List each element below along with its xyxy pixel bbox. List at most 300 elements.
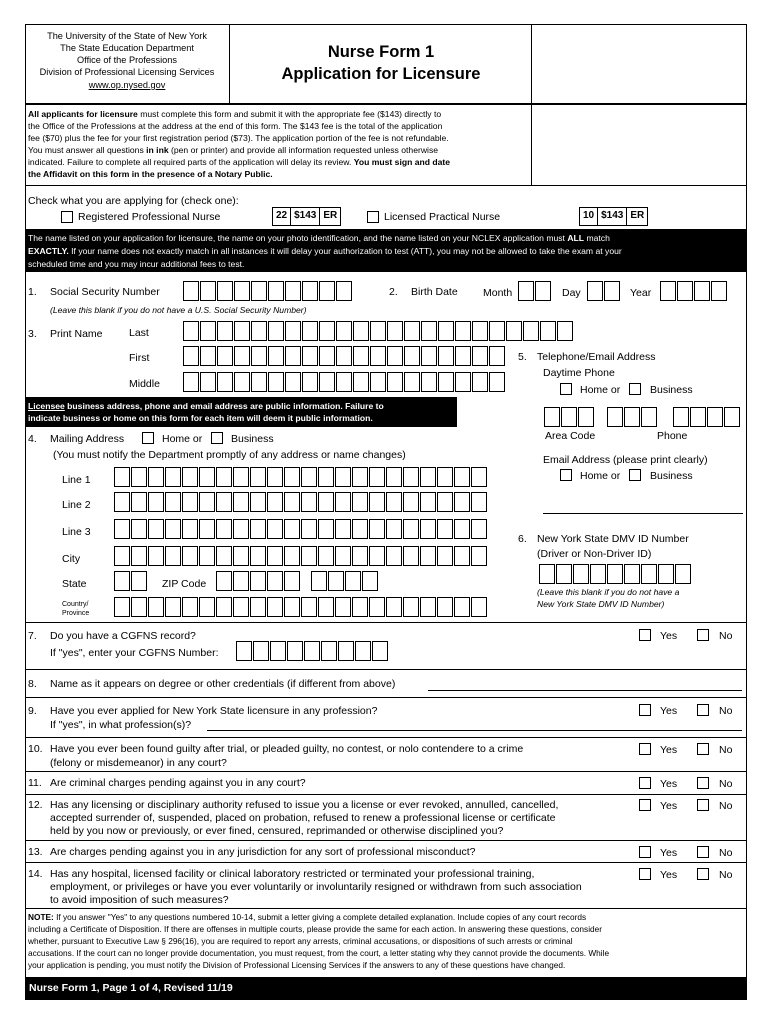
lpn-checkbox[interactable] — [367, 211, 379, 223]
char-cell[interactable] — [544, 407, 560, 427]
char-cell[interactable] — [268, 281, 284, 301]
char-cell[interactable] — [199, 519, 215, 539]
birth-day-input[interactable] — [587, 281, 621, 301]
char-cell[interactable] — [421, 346, 437, 366]
first-name-input[interactable] — [183, 346, 506, 366]
char-cell[interactable] — [253, 641, 269, 661]
char-cell[interactable] — [251, 321, 267, 341]
char-cell[interactable] — [284, 571, 300, 591]
email-input-line[interactable] — [543, 513, 743, 514]
char-cell[interactable] — [690, 407, 706, 427]
char-cell[interactable] — [165, 492, 181, 512]
dmv-id-input[interactable] — [539, 564, 692, 584]
char-cell[interactable] — [233, 571, 249, 591]
char-cell[interactable] — [404, 372, 420, 392]
divider-q11 — [25, 771, 747, 772]
char-cell[interactable] — [199, 492, 215, 512]
char-cell[interactable] — [250, 571, 266, 591]
q6-num: 6. — [518, 533, 527, 545]
char-cell[interactable] — [216, 519, 232, 539]
name-notice-line-1: The name listed on your application for licensure, the name on your photo identification, and the name listed on your NCLEX application must ALL match — [28, 233, 610, 243]
char-cell[interactable] — [454, 492, 470, 512]
q13-yes-checkbox[interactable] — [639, 846, 651, 858]
char-cell[interactable] — [267, 597, 283, 617]
char-cell[interactable] — [183, 281, 199, 301]
char-cell[interactable] — [404, 346, 420, 366]
char-cell[interactable] — [660, 281, 676, 301]
header-divider-2 — [531, 24, 532, 104]
char-cell[interactable] — [386, 519, 402, 539]
address-business-checkbox[interactable] — [211, 432, 223, 444]
char-cell[interactable] — [675, 564, 691, 584]
char-cell[interactable] — [624, 564, 640, 584]
char-cell[interactable] — [284, 467, 300, 487]
q12-yes-checkbox[interactable] — [639, 799, 651, 811]
char-cell[interactable] — [287, 641, 303, 661]
char-cell[interactable] — [114, 597, 130, 617]
char-cell[interactable] — [489, 372, 505, 392]
char-cell[interactable] — [233, 597, 249, 617]
char-cell[interactable] — [438, 372, 454, 392]
rn-checkbox[interactable] — [61, 211, 73, 223]
char-cell[interactable] — [318, 597, 334, 617]
q7-yes-checkbox[interactable] — [639, 629, 651, 641]
char-cell[interactable] — [387, 372, 403, 392]
char-cell[interactable] — [345, 571, 361, 591]
char-cell[interactable] — [285, 321, 301, 341]
phone-home-checkbox[interactable] — [560, 383, 572, 395]
char-cell[interactable] — [387, 321, 403, 341]
char-cell[interactable] — [336, 372, 352, 392]
char-cell[interactable] — [724, 407, 740, 427]
char-cell[interactable] — [437, 519, 453, 539]
char-cell[interactable] — [268, 346, 284, 366]
char-cell[interactable] — [437, 492, 453, 512]
char-cell[interactable] — [302, 346, 318, 366]
char-cell[interactable] — [199, 467, 215, 487]
char-cell[interactable] — [362, 571, 378, 591]
char-cell[interactable] — [421, 372, 437, 392]
char-cell[interactable] — [217, 281, 233, 301]
q9-no-checkbox[interactable] — [697, 704, 709, 716]
char-cell[interactable] — [403, 492, 419, 512]
address-home-checkbox[interactable] — [142, 432, 154, 444]
char-cell[interactable] — [165, 467, 181, 487]
phone-line-input[interactable] — [673, 407, 741, 427]
header-url[interactable]: www.op.nysed.gov — [88, 80, 166, 90]
char-cell[interactable] — [641, 564, 657, 584]
char-cell[interactable] — [578, 407, 594, 427]
char-cell[interactable] — [182, 546, 198, 566]
char-cell[interactable] — [472, 346, 488, 366]
char-cell[interactable] — [535, 281, 551, 301]
char-cell[interactable] — [267, 519, 283, 539]
char-cell[interactable] — [234, 281, 250, 301]
char-cell[interactable] — [131, 546, 147, 566]
country-label-2: Province — [62, 610, 90, 617]
char-cell[interactable] — [370, 321, 386, 341]
char-cell[interactable] — [114, 519, 130, 539]
q10-sub: (felony or misdemeanor) in any court? — [50, 757, 227, 769]
q12-no-checkbox[interactable] — [697, 799, 709, 811]
char-cell[interactable] — [471, 519, 487, 539]
char-cell[interactable] — [370, 372, 386, 392]
char-cell[interactable] — [216, 597, 232, 617]
char-cell[interactable] — [387, 346, 403, 366]
char-cell[interactable] — [182, 492, 198, 512]
char-cell[interactable] — [455, 321, 471, 341]
phone-prefix-input[interactable] — [607, 407, 658, 427]
char-cell[interactable] — [707, 407, 723, 427]
char-cell[interactable] — [420, 492, 436, 512]
char-cell[interactable] — [250, 467, 266, 487]
char-cell[interactable] — [165, 546, 181, 566]
char-cell[interactable] — [284, 546, 300, 566]
q10-no-label: No — [719, 744, 733, 756]
char-cell[interactable] — [200, 281, 216, 301]
char-cell[interactable] — [673, 407, 689, 427]
char-cell[interactable] — [319, 372, 335, 392]
char-cell[interactable] — [335, 467, 351, 487]
char-cell[interactable] — [131, 519, 147, 539]
char-cell[interactable] — [284, 492, 300, 512]
char-cell[interactable] — [336, 321, 352, 341]
q13-no-checkbox[interactable] — [697, 846, 709, 858]
char-cell[interactable] — [217, 321, 233, 341]
char-cell[interactable] — [624, 407, 640, 427]
char-cell[interactable] — [386, 492, 402, 512]
q12-line-1: Has any licensing or disciplinary authority refused to issue you a license or ever revoked, annulled, cancelled, — [50, 799, 559, 811]
char-cell[interactable] — [270, 641, 286, 661]
q11-yes-checkbox[interactable] — [639, 777, 651, 789]
char-cell[interactable] — [301, 492, 317, 512]
char-cell[interactable] — [304, 641, 320, 661]
char-cell[interactable] — [352, 546, 368, 566]
char-cell[interactable] — [301, 519, 317, 539]
char-cell[interactable] — [302, 281, 318, 301]
char-cell[interactable] — [285, 346, 301, 366]
char-cell[interactable] — [236, 641, 252, 661]
char-cell[interactable] — [590, 564, 606, 584]
q11-no-checkbox[interactable] — [697, 777, 709, 789]
char-cell[interactable] — [403, 546, 419, 566]
char-cell[interactable] — [328, 571, 344, 591]
char-cell[interactable] — [604, 281, 620, 301]
char-cell[interactable] — [183, 321, 199, 341]
q10-no-checkbox[interactable] — [697, 743, 709, 755]
char-cell[interactable] — [420, 467, 436, 487]
char-cell[interactable] — [352, 467, 368, 487]
char-cell[interactable] — [335, 546, 351, 566]
char-cell[interactable] — [421, 321, 437, 341]
char-cell[interactable] — [539, 564, 555, 584]
char-cell[interactable] — [268, 321, 284, 341]
char-cell[interactable] — [420, 597, 436, 617]
char-cell[interactable] — [301, 467, 317, 487]
middle-name-input[interactable] — [183, 372, 506, 392]
char-cell[interactable] — [267, 492, 283, 512]
char-cell[interactable] — [352, 519, 368, 539]
char-cell[interactable] — [268, 372, 284, 392]
char-cell[interactable] — [523, 321, 539, 341]
country-input[interactable] — [114, 597, 488, 617]
char-cell[interactable] — [217, 372, 233, 392]
char-cell[interactable] — [318, 546, 334, 566]
char-cell[interactable] — [233, 467, 249, 487]
char-cell[interactable] — [285, 372, 301, 392]
char-cell[interactable] — [471, 597, 487, 617]
char-cell[interactable] — [455, 346, 471, 366]
char-cell[interactable] — [131, 571, 147, 591]
char-cell[interactable] — [217, 346, 233, 366]
char-cell[interactable] — [250, 492, 266, 512]
q7-no-checkbox[interactable] — [697, 629, 709, 641]
q10-yes-checkbox[interactable] — [639, 743, 651, 755]
address-line3-input[interactable] — [114, 519, 488, 539]
char-cell[interactable] — [454, 546, 470, 566]
rn-code-2: $143 — [291, 207, 320, 226]
char-cell[interactable] — [199, 546, 215, 566]
char-cell[interactable] — [234, 321, 250, 341]
char-cell[interactable] — [372, 641, 388, 661]
q6-note-1: (Leave this blank if you do not have a — [537, 587, 680, 597]
char-cell[interactable] — [251, 346, 267, 366]
char-cell[interactable] — [182, 519, 198, 539]
char-cell[interactable] — [335, 597, 351, 617]
char-cell[interactable] — [148, 492, 164, 512]
char-cell[interactable] — [318, 519, 334, 539]
q10-text: Have you ever been found guilty after trial, or pleaded guilty, no contest, or nolo contendere to a crime — [50, 743, 524, 755]
char-cell[interactable] — [200, 346, 216, 366]
char-cell[interactable] — [489, 346, 505, 366]
char-cell[interactable] — [677, 281, 693, 301]
char-cell[interactable] — [587, 281, 603, 301]
char-cell[interactable] — [338, 641, 354, 661]
char-cell[interactable] — [183, 372, 199, 392]
q9-yes-checkbox[interactable] — [639, 704, 651, 716]
char-cell[interactable] — [250, 546, 266, 566]
char-cell[interactable] — [403, 597, 419, 617]
q13-text: Are charges pending against you in any jurisdiction for any sort of professional misconduct? — [50, 846, 476, 858]
char-cell[interactable] — [216, 492, 232, 512]
char-cell[interactable] — [233, 546, 249, 566]
char-cell[interactable] — [302, 372, 318, 392]
char-cell[interactable] — [251, 281, 267, 301]
char-cell[interactable] — [607, 564, 623, 584]
char-cell[interactable] — [318, 492, 334, 512]
address-line2-input[interactable] — [114, 492, 488, 512]
char-cell[interactable] — [336, 281, 352, 301]
char-cell[interactable] — [711, 281, 727, 301]
char-cell[interactable] — [336, 346, 352, 366]
char-cell[interactable] — [355, 641, 371, 661]
char-cell[interactable] — [335, 519, 351, 539]
ssn-input[interactable] — [183, 281, 353, 301]
char-cell[interactable] — [267, 467, 283, 487]
char-cell[interactable] — [489, 321, 505, 341]
char-cell[interactable] — [165, 597, 181, 617]
page-right-border — [746, 186, 747, 1000]
char-cell[interactable] — [641, 407, 657, 427]
char-cell[interactable] — [267, 571, 283, 591]
char-cell[interactable] — [335, 492, 351, 512]
char-cell[interactable] — [165, 519, 181, 539]
q14-no-checkbox[interactable] — [697, 868, 709, 880]
email-home-checkbox[interactable] — [560, 469, 572, 481]
char-cell[interactable] — [472, 372, 488, 392]
char-cell[interactable] — [561, 407, 577, 427]
note-line-1: NOTE: If you answer "Yes" to any questions numbered 10-14, submit a letter giving a complete detailed explanation. Include copies of any court records — [28, 912, 587, 922]
q14-yes-checkbox[interactable] — [639, 868, 651, 880]
char-cell[interactable] — [437, 467, 453, 487]
char-cell[interactable] — [386, 546, 402, 566]
char-cell[interactable] — [114, 467, 130, 487]
char-cell[interactable] — [216, 546, 232, 566]
char-cell[interactable] — [369, 546, 385, 566]
char-cell[interactable] — [148, 597, 164, 617]
char-cell[interactable] — [573, 564, 589, 584]
birth-month-input[interactable] — [518, 281, 552, 301]
char-cell[interactable] — [284, 519, 300, 539]
char-cell[interactable] — [302, 321, 318, 341]
q12-yes-label: Yes — [660, 800, 678, 812]
char-cell[interactable] — [251, 372, 267, 392]
divider-note — [25, 908, 747, 909]
city-label: City — [62, 553, 81, 565]
q14-no-label: No — [719, 869, 733, 881]
area-code-input[interactable] — [544, 407, 595, 427]
address-line1-input[interactable] — [114, 467, 488, 487]
char-cell[interactable] — [370, 346, 386, 366]
char-cell[interactable] — [403, 519, 419, 539]
char-cell[interactable] — [471, 492, 487, 512]
zip-label: ZIP Code — [162, 578, 207, 590]
char-cell[interactable] — [234, 346, 250, 366]
char-cell[interactable] — [311, 571, 327, 591]
char-cell[interactable] — [131, 492, 147, 512]
char-cell[interactable] — [455, 372, 471, 392]
char-cell[interactable] — [183, 346, 199, 366]
cgfns-input[interactable] — [236, 641, 389, 661]
char-cell[interactable] — [148, 467, 164, 487]
char-cell[interactable] — [216, 571, 232, 591]
birth-year-input[interactable] — [660, 281, 728, 301]
char-cell[interactable] — [437, 597, 453, 617]
area-code-label: Area Code — [545, 430, 596, 442]
last-name-input[interactable] — [183, 321, 574, 341]
char-cell[interactable] — [352, 597, 368, 617]
char-cell[interactable] — [148, 546, 164, 566]
q8-input-line[interactable] — [428, 690, 742, 691]
char-cell[interactable] — [131, 467, 147, 487]
zip-input[interactable] — [216, 571, 301, 591]
char-cell[interactable] — [420, 519, 436, 539]
char-cell[interactable] — [454, 519, 470, 539]
char-cell[interactable] — [437, 546, 453, 566]
char-cell[interactable] — [114, 571, 130, 591]
state-input[interactable] — [114, 571, 148, 591]
char-cell[interactable] — [114, 546, 130, 566]
note-line-2: including a Certificate of Disposition. If there are offenses in multiple courts, please provide the same for each action. In answering these questions, consider — [28, 924, 603, 934]
char-cell[interactable] — [454, 597, 470, 617]
char-cell[interactable] — [369, 519, 385, 539]
char-cell[interactable] — [148, 519, 164, 539]
char-cell[interactable] — [369, 492, 385, 512]
intro-divider — [531, 104, 532, 186]
char-cell[interactable] — [420, 546, 436, 566]
char-cell[interactable] — [182, 597, 198, 617]
zip-plus4-input[interactable] — [311, 571, 379, 591]
char-cell[interactable] — [216, 467, 232, 487]
char-cell[interactable] — [182, 467, 198, 487]
char-cell[interactable] — [301, 597, 317, 617]
char-cell[interactable] — [540, 321, 556, 341]
char-cell[interactable] — [403, 467, 419, 487]
char-cell[interactable] — [131, 597, 147, 617]
phone-business-checkbox[interactable] — [629, 383, 641, 395]
city-input[interactable] — [114, 546, 488, 566]
char-cell[interactable] — [285, 281, 301, 301]
char-cell[interactable] — [301, 546, 317, 566]
email-business-checkbox[interactable] — [629, 469, 641, 481]
char-cell[interactable] — [353, 346, 369, 366]
char-cell[interactable] — [369, 467, 385, 487]
char-cell[interactable] — [319, 281, 335, 301]
char-cell[interactable] — [234, 372, 250, 392]
char-cell[interactable] — [471, 546, 487, 566]
char-cell[interactable] — [267, 546, 283, 566]
char-cell[interactable] — [319, 321, 335, 341]
char-cell[interactable] — [199, 597, 215, 617]
char-cell[interactable] — [386, 597, 402, 617]
char-cell[interactable] — [233, 492, 249, 512]
q5-label: Telephone/Email Address — [537, 351, 656, 363]
char-cell[interactable] — [284, 597, 300, 617]
char-cell[interactable] — [607, 407, 623, 427]
divider-q12 — [25, 794, 747, 795]
q9-input-line[interactable] — [207, 730, 742, 731]
char-cell[interactable] — [369, 597, 385, 617]
char-cell[interactable] — [472, 321, 488, 341]
char-cell[interactable] — [353, 372, 369, 392]
char-cell[interactable] — [318, 467, 334, 487]
char-cell[interactable] — [319, 346, 335, 366]
q4-label: Mailing Address — [50, 433, 125, 445]
char-cell[interactable] — [518, 281, 534, 301]
char-cell[interactable] — [250, 597, 266, 617]
char-cell[interactable] — [200, 321, 216, 341]
char-cell[interactable] — [386, 467, 402, 487]
char-cell[interactable] — [557, 321, 573, 341]
char-cell[interactable] — [114, 492, 130, 512]
char-cell[interactable] — [321, 641, 337, 661]
char-cell[interactable] — [233, 519, 249, 539]
intro-line-1: All applicants for licensure must complete this form and submit it with the appropriate fee ($143) directly to — [28, 109, 442, 119]
char-cell[interactable] — [438, 321, 454, 341]
char-cell[interactable] — [438, 346, 454, 366]
char-cell[interactable] — [454, 467, 470, 487]
char-cell[interactable] — [404, 321, 420, 341]
char-cell[interactable] — [250, 519, 266, 539]
char-cell[interactable] — [694, 281, 710, 301]
char-cell[interactable] — [353, 321, 369, 341]
char-cell[interactable] — [506, 321, 522, 341]
char-cell[interactable] — [471, 467, 487, 487]
char-cell[interactable] — [200, 372, 216, 392]
char-cell[interactable] — [658, 564, 674, 584]
char-cell[interactable] — [556, 564, 572, 584]
char-cell[interactable] — [352, 492, 368, 512]
